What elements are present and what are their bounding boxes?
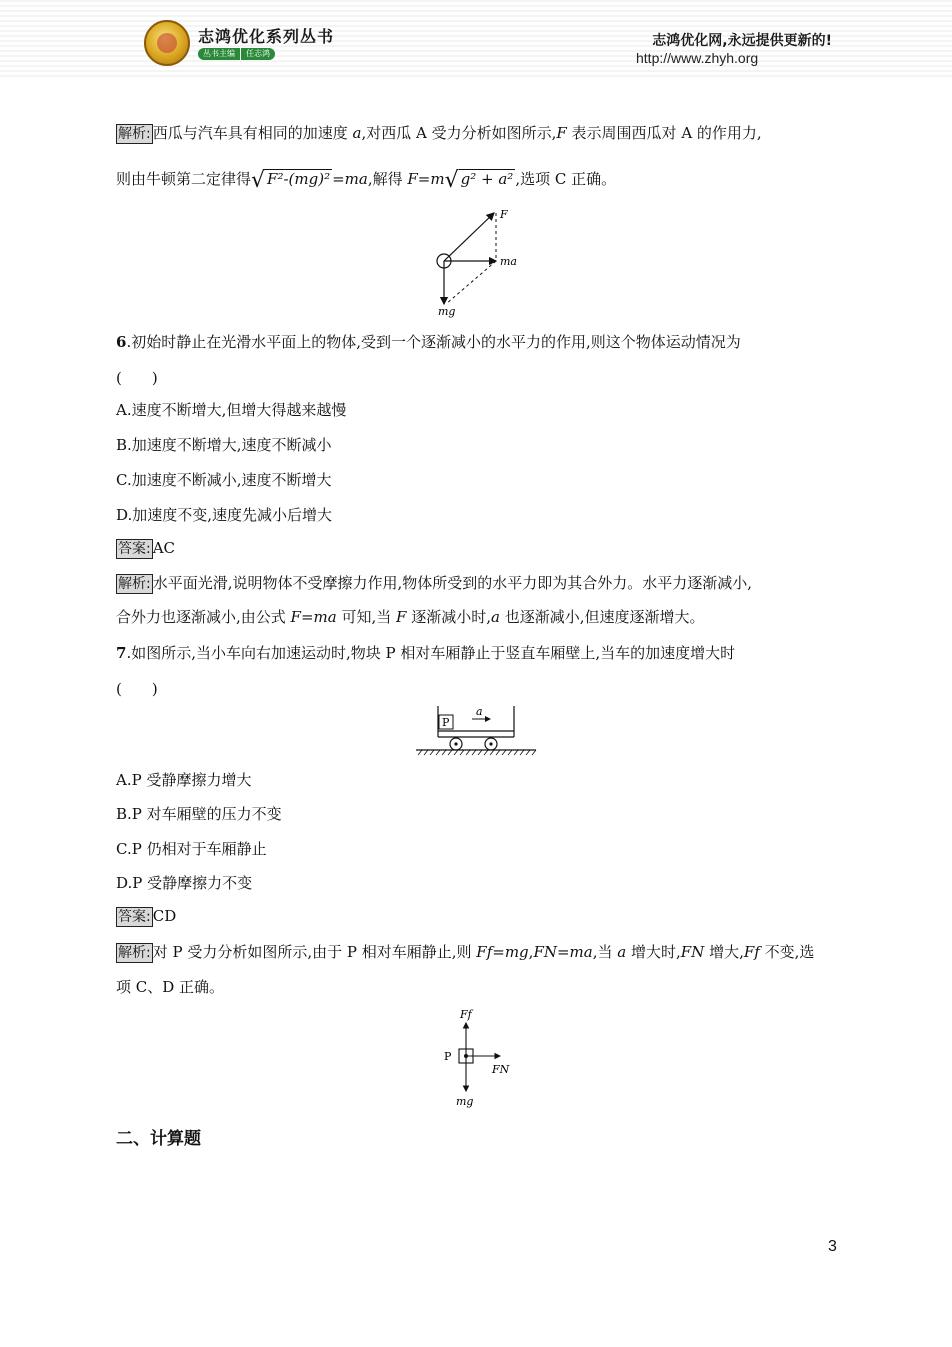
q6-option-a: A.速度不断增大,但增大得越来越慢 — [116, 401, 347, 419]
var-a: a — [617, 943, 627, 961]
wheel-left-axle — [454, 742, 457, 745]
var-a: a — [352, 124, 362, 142]
var-Ff: Ff — [743, 943, 760, 961]
q7-answer — [116, 907, 176, 927]
answer-value: AC — [152, 539, 176, 557]
q5-force-diagram — [420, 200, 540, 320]
answer-value: CD — [152, 907, 177, 925]
text: 表示周围西瓜对 A 的作用力, — [566, 124, 762, 142]
logo-emblem — [157, 33, 177, 53]
q5-analysis-line-2 — [116, 168, 616, 193]
page-number: 3 — [828, 1238, 837, 1255]
q6-analysis-line-2 — [116, 606, 704, 627]
text: ,对西瓜 A 受力分析如图所示, — [361, 124, 557, 142]
q5-analysis-line-1 — [116, 122, 762, 144]
text: 逐渐减小时, — [406, 608, 491, 626]
F-arrow — [444, 213, 494, 261]
formula: FN=ma — [533, 943, 593, 961]
q6-option-d: D.加速度不变,速度先减小后增大 — [116, 506, 333, 524]
answer-label: 答案: — [118, 541, 151, 557]
series-editor — [198, 48, 275, 60]
q6-answer — [116, 539, 175, 559]
analysis-label: 解析: — [118, 576, 151, 592]
q6-analysis-line-1 — [116, 572, 752, 594]
editor-label: 丛书主编 — [198, 48, 240, 60]
header-slogan: 志鸿优化网,永远提供更新的! — [652, 33, 832, 49]
q7-option-d: D.P 受静摩擦力不变 — [116, 874, 253, 892]
q7-blank: ( ) — [116, 680, 158, 698]
label-P: P — [442, 716, 450, 729]
header-url: http://www.zhyh.org — [636, 50, 759, 66]
text: ,选项 C 正确。 — [515, 170, 617, 188]
sqrt-sign: √ — [444, 168, 459, 193]
q7-option-b: B.P 对车厢壁的压力不变 — [116, 805, 282, 823]
var-a: a — [490, 608, 500, 626]
text: 合外力也逐渐减小,由公式 — [116, 608, 291, 626]
sqrt-expression: F²-(mg)² — [267, 170, 331, 188]
dashed-line — [446, 261, 496, 304]
text: ,解得 — [367, 170, 408, 188]
text: 增大, — [704, 943, 744, 961]
q7-analysis-line-1 — [116, 941, 814, 963]
formula: F=m — [407, 170, 445, 188]
label-P: P — [444, 1050, 452, 1063]
formula: =ma — [332, 170, 368, 188]
question-number: 7 — [116, 644, 127, 662]
question-number: 6 — [116, 333, 127, 351]
q7-cart-diagram — [414, 703, 540, 758]
page-header — [0, 0, 952, 80]
sqrt-sign: √ — [251, 168, 266, 193]
wheel-right-axle — [489, 742, 492, 745]
text: 不变,选 — [759, 943, 815, 961]
series-title: 志鸿优化系列丛书 — [198, 27, 335, 46]
publisher-logo — [144, 20, 190, 66]
sqrt-expression: g² + a² — [460, 170, 514, 188]
editor-name: 任志鸿 — [241, 48, 275, 60]
q7-analysis-line-2: 项 C、D 正确。 — [116, 978, 225, 996]
label-F: F — [500, 208, 508, 221]
var-F: F — [396, 608, 407, 626]
question-text: .初始时静止在光滑水平面上的物体,受到一个逐渐减小的水平力的作用,则这个物体运动情况为 — [126, 333, 741, 351]
q7-option-c: C.P 仍相对于车厢静止 — [116, 840, 267, 858]
q6-option-c: C.加速度不断减小,速度不断增大 — [116, 471, 332, 489]
formula: F=ma — [290, 608, 337, 626]
label-FN: FN — [492, 1063, 510, 1076]
var-FN: FN — [680, 943, 705, 961]
q7-option-a: A.P 受静摩擦力增大 — [116, 771, 252, 789]
text: 可知,当 — [336, 608, 397, 626]
text: ,当 — [592, 943, 618, 961]
section-title: 二、计算题 — [116, 1129, 201, 1149]
text: 对 P 受力分析如图所示,由于 P 相对车厢静止,则 — [152, 943, 477, 961]
text: 也逐渐减小,但速度逐渐增大。 — [499, 608, 705, 626]
text: 则由牛顿第二定律得 — [116, 170, 252, 188]
q7-stem — [116, 642, 735, 663]
var-F: F — [556, 124, 567, 142]
q6-blank: ( ) — [116, 369, 158, 387]
label-mg: mg — [456, 1095, 474, 1108]
ground-hatching — [418, 750, 536, 755]
question-text: .如图所示,当小车向右加速运动时,物块 P 相对车厢静止于竖直车厢壁上,当车的加速度增大时 — [126, 644, 736, 662]
text: 水平面光滑,说明物体不受摩擦力作用,物体所受到的水平力即为其合外力。水平力逐渐减小, — [152, 574, 753, 592]
text: , — [528, 943, 534, 961]
analysis-label: 解析: — [118, 945, 151, 961]
q7-force-diagram — [432, 1003, 522, 1113]
label-mg: mg — [438, 305, 456, 318]
label-Ff: Ff — [460, 1008, 472, 1021]
q6-stem — [116, 331, 741, 352]
analysis-label: 解析: — [118, 126, 151, 142]
formula: Ff=mg — [476, 943, 529, 961]
text: 增大时, — [626, 943, 681, 961]
label-ma: ma — [500, 255, 517, 268]
text: 西瓜与汽车具有相同的加速度 — [152, 124, 353, 142]
label-a: a — [476, 705, 483, 718]
q6-option-b: B.加速度不断增大,速度不断减小 — [116, 436, 332, 454]
answer-label: 答案: — [118, 909, 151, 925]
